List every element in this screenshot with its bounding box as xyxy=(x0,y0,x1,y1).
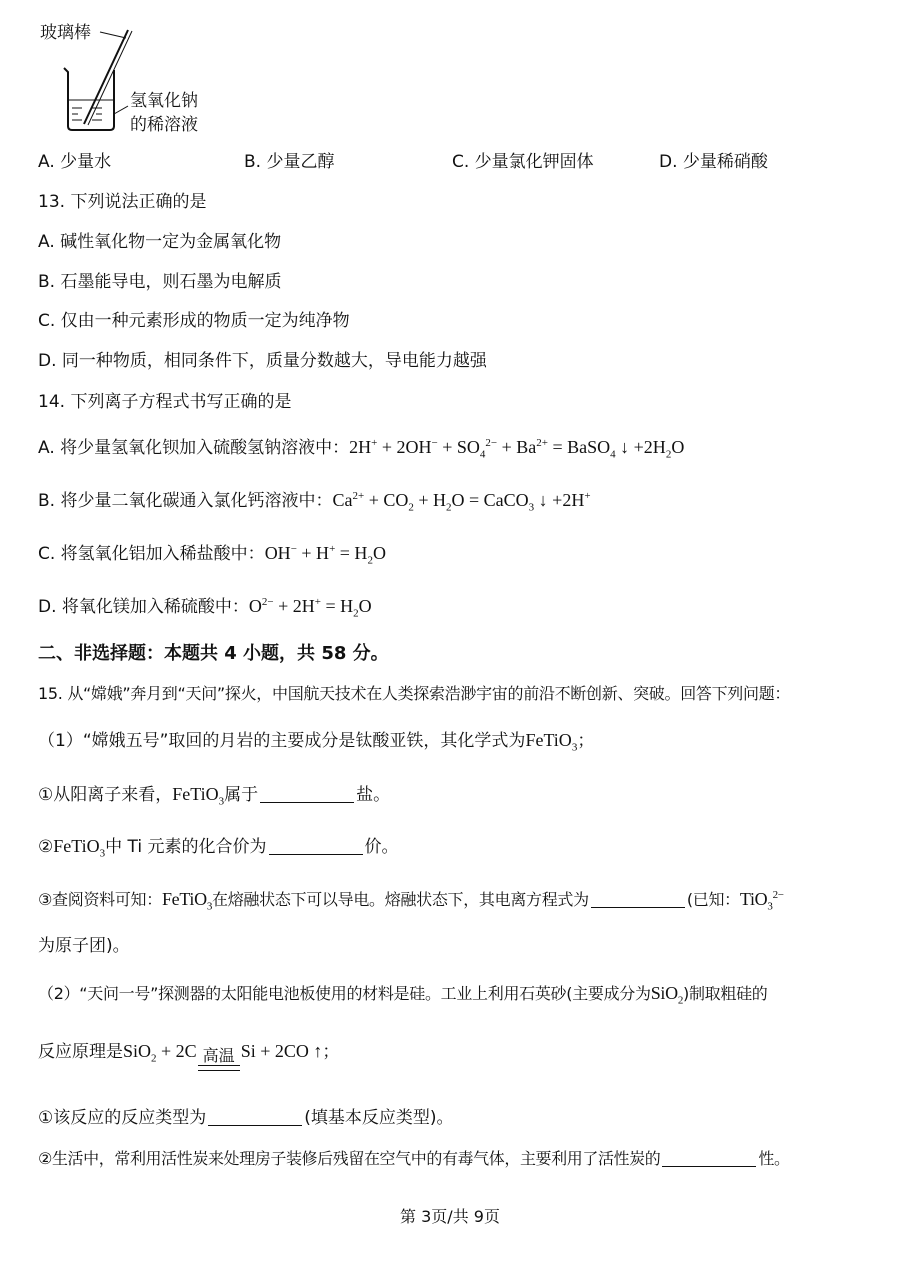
page-footer: 第 3页/共 9页 xyxy=(400,1207,500,1226)
formula-fetio3-2: FeTiO$_3$ xyxy=(172,784,225,808)
q14-option-a xyxy=(38,435,684,460)
q15-part2-end: )制取粗硅的 xyxy=(683,984,768,1003)
q15-sub1-pre: ①从阳离子来看， xyxy=(38,785,173,805)
beaker-figure xyxy=(38,14,238,134)
q14-stem: 14. 下列离子方程式书写正确的是 xyxy=(38,392,292,412)
q15-sub4 xyxy=(38,1106,454,1130)
q15-sub1-mid: 属于 xyxy=(224,785,259,805)
q15-part2-line2-end: ； xyxy=(322,1042,340,1062)
q14-option-b-text: B. 将少量二氧化碳通入氯化钙溶液中： xyxy=(38,491,333,511)
q15-sub3-end: (已知： xyxy=(686,890,740,909)
q15-part1 xyxy=(38,728,594,753)
q13-option-d: D. 同一种物质，相同条件下，质量分数越大，导电能力越强 xyxy=(38,351,487,371)
reaction-left: SiO$_2$ + 2C xyxy=(123,1041,197,1065)
q15-sub4-end: (填基本反应类型)。 xyxy=(304,1108,454,1128)
formula-fetio3-3: FeTiO$_3$ xyxy=(53,836,106,860)
q13-option-a: A. 碱性氧化物一定为金属氧化物 xyxy=(38,232,282,252)
q15-sub2-end: 价。 xyxy=(364,837,399,857)
q14-option-a-equation: $2H^+ + 2OH^- + SO_4^{2-} + Ba^{2+}$ = BaSO$_4$ ↓ $+2H_2O$ xyxy=(349,437,685,461)
solution-label-line1: 氢氧化钠 xyxy=(130,91,198,111)
q15-sub1-end: 盐。 xyxy=(356,785,391,805)
reaction-condition: 高温 xyxy=(202,1046,235,1065)
q14-option-b xyxy=(38,488,591,513)
q15-part2 xyxy=(38,981,767,1006)
formula-fetio3: FeTiO$_3$ xyxy=(525,730,578,754)
formula-sio2: SiO$_2$ xyxy=(650,983,684,1007)
reaction-arrow xyxy=(198,1047,240,1077)
q15-part2-line2: 反应原理是 xyxy=(38,1042,123,1062)
q15-sub5-pre: ②生活中，常利用活性炭来处理房子装修后残留在空气中的有毒气体，主要利用了活性炭的 xyxy=(38,1149,661,1168)
q12-option-d: D. 少量稀硝酸 xyxy=(659,152,768,172)
q12-option-c: C. 少量氯化钾固体 xyxy=(452,152,594,172)
q13-option-c: C. 仅由一种元素形成的物质一定为纯净物 xyxy=(38,311,350,331)
q15-stem: 15. 从“嫦娥”奔月到“天问”探火，中国航天技术在人类探索浩渺宇宙的前沿不断创新、突破。回答下列问题： xyxy=(38,684,791,703)
double-line xyxy=(198,1065,240,1071)
solution-label-line2: 的稀溶液 xyxy=(130,115,198,135)
q13-option-b: B. 石墨能导电，则石墨为电解质 xyxy=(38,272,282,292)
q15-sub5 xyxy=(38,1147,790,1171)
q15-part1-text: （1）“嫦娥五号”取回的月岩的主要成分是钛酸亚铁，其化学式为 xyxy=(38,731,526,751)
q15-sub1 xyxy=(38,782,390,807)
q15-sub2-pre: ② xyxy=(38,837,54,857)
q15-sub3-tail: 为原子团)。 xyxy=(38,936,130,956)
answer-blank-5[interactable] xyxy=(662,1148,756,1167)
q14-option-a-text: A. 将少量氢氧化钡加入硫酸氢钠溶液中： xyxy=(38,438,350,458)
q14-option-b-equation: $Ca^{2+} + CO_2 + H_2O$ = CaCO$_3$ ↓ +2H+ xyxy=(332,490,591,514)
q15-sub3 xyxy=(38,887,784,912)
q14-option-d-equation: $O^{2-} + 2H^+ = H_2O$ xyxy=(248,596,372,620)
q14-option-d xyxy=(38,594,372,619)
q14-option-c xyxy=(38,541,386,566)
answer-blank-1[interactable] xyxy=(260,784,354,803)
q14-option-d-text: D. 将氧化镁加入稀硫酸中： xyxy=(38,597,249,617)
q15-part1-end: ； xyxy=(577,731,595,751)
q12-option-b: B. 少量乙醇 xyxy=(244,152,335,172)
glass-rod-label: 玻璃棒 xyxy=(40,23,91,43)
q15-sub4-pre: ①该反应的反应类型为 xyxy=(38,1108,207,1128)
q15-sub3-mid: 在熔融状态下可以导电。熔融状态下，其电离方程式为 xyxy=(212,890,589,909)
reaction-right: Si + 2CO ↑ xyxy=(240,1041,323,1061)
q12-option-a: A. 少量水 xyxy=(38,152,112,172)
q13-stem: 13. 下列说法正确的是 xyxy=(38,192,207,212)
formula-fetio3-4: FeTiO$_3$ xyxy=(161,889,213,913)
answer-blank-3[interactable] xyxy=(591,889,685,908)
q15-sub5-end: 性。 xyxy=(758,1149,790,1168)
section2-title: 二、非选择题：本题共 4 小题，共 58 分。 xyxy=(38,643,389,664)
answer-blank-2[interactable] xyxy=(269,836,363,855)
answer-blank-4[interactable] xyxy=(208,1107,302,1126)
q14-option-c-equation: $OH^- + H^+ = H_2O$ xyxy=(264,543,386,567)
q15-part2-reaction xyxy=(38,1026,339,1076)
q14-option-c-text: C. 将氢氧化铝加入稀盐酸中： xyxy=(38,544,265,564)
q15-sub3-pre: ③查阅资料可知： xyxy=(38,890,162,909)
q15-part2-text: （2）“天问一号”探测器的太阳能电池板使用的材料是硅。工业上利用石英砂(主要成分为 xyxy=(38,984,651,1003)
q15-sub2 xyxy=(38,834,399,859)
formula-tio3-ion: TiO$_3^{2-}$ xyxy=(739,889,784,913)
q15-sub2-mid: 中 Ti 元素的化合价为 xyxy=(105,837,267,857)
